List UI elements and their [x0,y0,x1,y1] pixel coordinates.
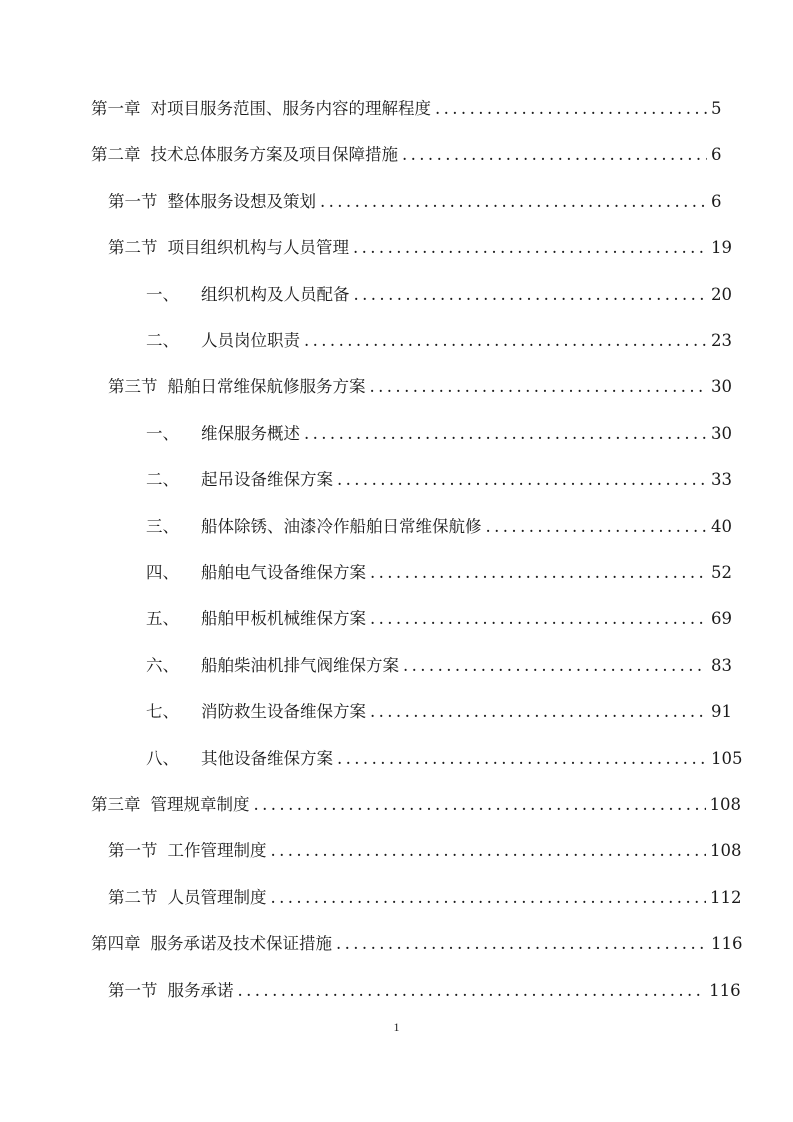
toc-entry-title: 其他设备维保方案 [201,749,333,768]
toc-entry-number: 五、 [146,609,179,628]
toc-entry-number: 第二节 [108,888,158,907]
toc-entry[interactable] [146,746,743,772]
toc-entry[interactable] [146,606,732,632]
toc-dot-leader [354,282,708,308]
toc-entry[interactable] [146,514,732,540]
toc-entry-number: 第一节 [108,981,158,1000]
toc-entry-page: 112 [709,888,742,907]
toc-entry-title: 消防救生设备维保方案 [201,702,366,721]
toc-entry-title: 人员岗位职责 [201,331,300,350]
toc-dot-leader [370,606,707,632]
toc-entry-number: 一、 [146,424,179,443]
toc-entry[interactable] [108,978,741,1004]
toc-entry-title: 船舶日常维保航修服务方案 [167,377,366,396]
toc-entry-title: 组织机构及人员配备 [201,285,350,304]
toc-entry[interactable] [146,421,732,447]
toc-dot-leader [337,746,707,772]
toc-entry-number: 四、 [146,563,179,582]
toc-entry-page: 91 [711,702,732,721]
toc-entry-page: 69 [711,609,732,628]
toc-entry[interactable] [108,838,742,864]
toc-entry-number: 六、 [146,656,179,675]
toc-entry-page: 6 [711,145,722,164]
toc-dot-leader [402,142,707,168]
toc-entry-page: 30 [711,424,732,443]
toc-entry-page: 6 [711,192,722,211]
toc-entry-page: 40 [711,517,732,536]
toc-entry-page: 105 [711,749,743,768]
toc-entry[interactable] [146,560,732,586]
toc-entry-number: 第三章 [91,795,141,814]
toc-entry-number: 第四章 [91,934,141,953]
toc-dot-leader [353,235,707,261]
toc-entry[interactable] [91,142,721,168]
toc-entry-page: 30 [711,377,732,396]
toc-entry-page: 19 [711,238,732,257]
toc-entry-page: 116 [709,981,741,1000]
toc-entry-title: 维保服务概述 [201,424,300,443]
toc-entry-number: 第二节 [108,238,158,257]
toc-entry-title: 船舶甲板机械维保方案 [201,609,366,628]
toc-entry-page: 23 [711,331,732,350]
toc-dot-leader [370,560,707,586]
toc-entry-number: 三、 [146,517,179,536]
toc-entry-page: 5 [711,99,722,118]
toc-dot-leader [271,838,706,864]
toc-entry-number: 第三节 [108,377,158,396]
toc-dot-leader [370,699,707,725]
toc-dot-leader [238,978,706,1004]
toc-dot-leader [271,885,706,911]
toc-entry-title: 服务承诺 [167,981,234,1000]
toc-entry[interactable] [108,189,721,215]
toc-entry-title: 项目组织机构与人员管理 [167,238,349,257]
toc-entry-number: 八、 [146,749,179,768]
toc-entry[interactable] [108,235,732,261]
page-number: 1 [393,1020,400,1034]
toc-dot-leader [254,792,706,818]
toc-entry[interactable] [146,699,732,725]
toc-entry-title: 起吊设备维保方案 [201,470,333,489]
toc-entry-title: 人员管理制度 [167,888,267,907]
toc-entry-page: 108 [709,795,742,814]
toc-entry-page: 116 [711,934,743,953]
toc-entry-title: 工作管理制度 [167,841,267,860]
toc-entry-number: 第一节 [108,841,158,860]
toc-dot-leader [304,421,707,447]
toc-entry[interactable] [146,467,732,493]
toc-entry[interactable] [146,282,732,308]
toc-entry-page: 52 [711,563,732,582]
toc-dot-leader [486,514,708,540]
toc-entry-page: 33 [711,470,732,489]
toc-dot-leader [304,328,707,354]
toc-entry[interactable] [108,885,742,911]
toc-dot-leader [435,96,707,122]
toc-entry[interactable] [91,792,742,818]
toc-entry[interactable] [146,653,732,679]
toc-dot-leader [337,467,707,493]
toc-entry-title: 船舶柴油机排气阀维保方案 [201,656,399,675]
toc-entry[interactable] [108,374,732,400]
toc-entry-page: 20 [711,285,732,304]
toc-entry[interactable] [146,328,732,354]
toc-entry-title: 船舶电气设备维保方案 [201,563,366,582]
toc-entry-number: 一、 [146,285,179,304]
toc-entry-number: 二、 [146,331,179,350]
toc-dot-leader [320,189,707,215]
toc-dot-leader [336,931,707,957]
toc-entry-title: 管理规章制度 [150,795,250,814]
toc-entry-title: 技术总体服务方案及项目保障措施 [150,145,398,164]
toc-entry-number: 七、 [146,702,179,721]
toc-dot-leader [403,653,707,679]
toc-entry-title: 对项目服务范围、服务内容的理解程度 [150,99,431,118]
toc-entry-page: 83 [711,656,732,675]
toc-entry[interactable] [91,931,743,957]
toc-entry[interactable] [91,96,721,122]
toc-entry-number: 第一节 [108,192,158,211]
toc-entry-number: 二、 [146,470,179,489]
toc-entry-title: 服务承诺及技术保证措施 [150,934,332,953]
toc-entry-number: 第二章 [91,145,141,164]
toc-entry-title: 船体除锈、油漆冷作船舶日常维保航修 [201,517,482,536]
toc-entry-page: 108 [709,841,742,860]
toc-dot-leader [370,374,708,400]
toc-entry-number: 第一章 [91,99,141,118]
toc-entry-title: 整体服务设想及策划 [167,192,316,211]
